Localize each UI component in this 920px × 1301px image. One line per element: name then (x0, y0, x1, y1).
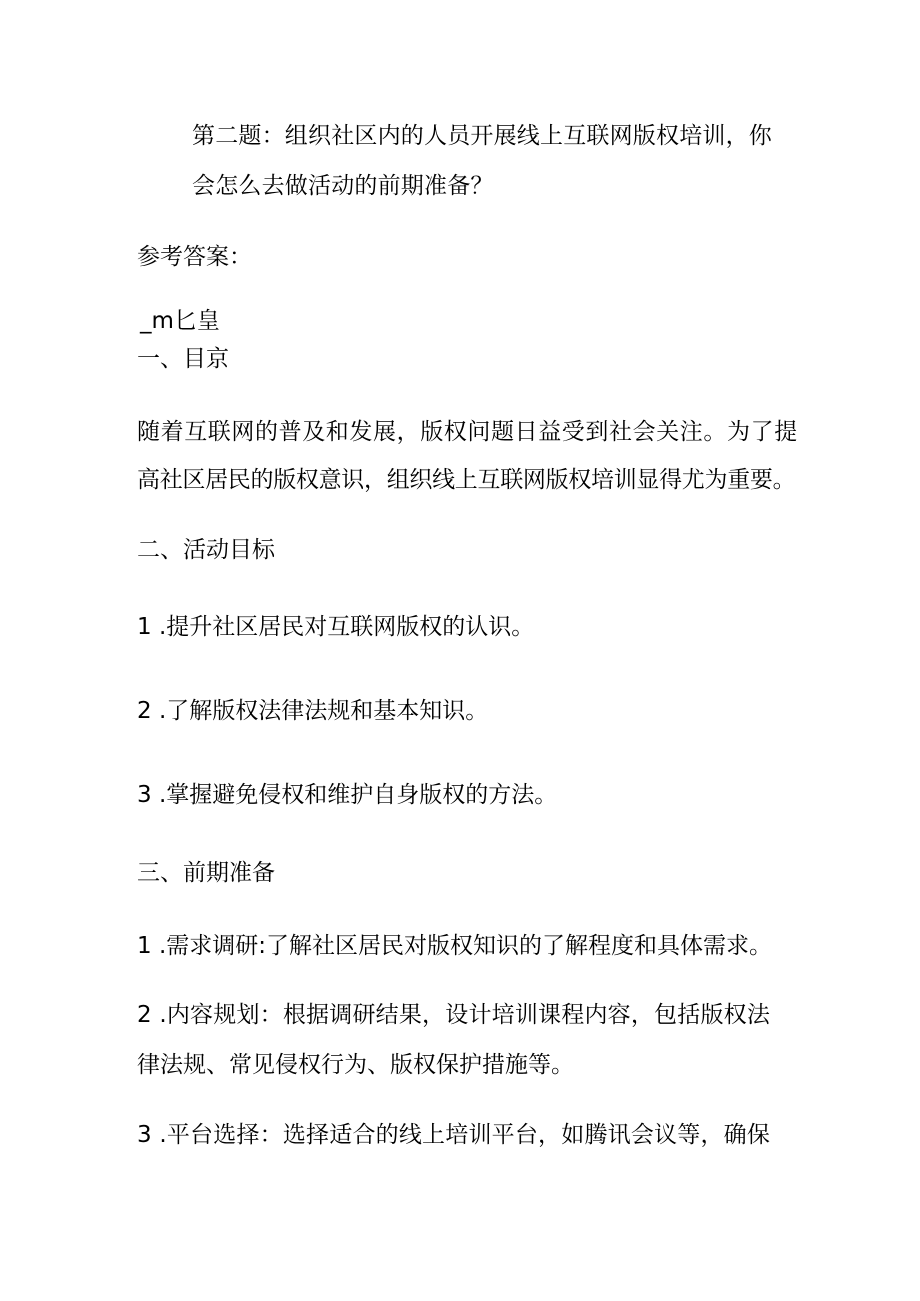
prep-item-2-line-2: 律法规、常见侵权行为、版权保护措施等。 (137, 1052, 574, 1078)
goal-item-2: 2 .了解版权法律法规和基本知识。 (137, 698, 489, 724)
section-1-heading: 一、目京 (137, 346, 229, 372)
goal-item-1: 1 .提升社区居民对互联网版权的认识。 (137, 614, 535, 640)
answer-label: 参考答案： (137, 244, 252, 270)
prep-item-1: 1 .需求调研:了解社区居民对版权知识的了解程度和具体需求。 (137, 933, 773, 959)
question-line-2: 会怎么去做活动的前期准备？ (192, 173, 494, 199)
section-1-paragraph-line-1: 随着互联网的普及和发展，版权问题日益受到社会关注。为了提 (137, 419, 798, 445)
prep-item-3-line-1: 3 .平台选择：选择适合的线上培训平台，如腾讯会议等，确保 (137, 1122, 771, 1148)
goal-item-3: 3 .掌握避免侵权和维护自身版权的方法。 (137, 782, 558, 808)
section-1-paragraph-line-2: 高社区居民的版权意识，组织线上互联网版权培训显得尤为重要。 (137, 467, 796, 493)
garbled-heading: _m匕皇 (140, 308, 220, 334)
question-line-1: 第二题：组织社区内的人员开展线上互联网版权培训，你 (192, 123, 772, 149)
section-3-heading: 三、前期准备 (137, 860, 275, 886)
prep-item-2-line-1: 2 .内容规划：根据调研结果，设计培训课程内容，包括版权法 (137, 1002, 771, 1028)
section-2-heading: 二、活动目标 (137, 537, 275, 563)
